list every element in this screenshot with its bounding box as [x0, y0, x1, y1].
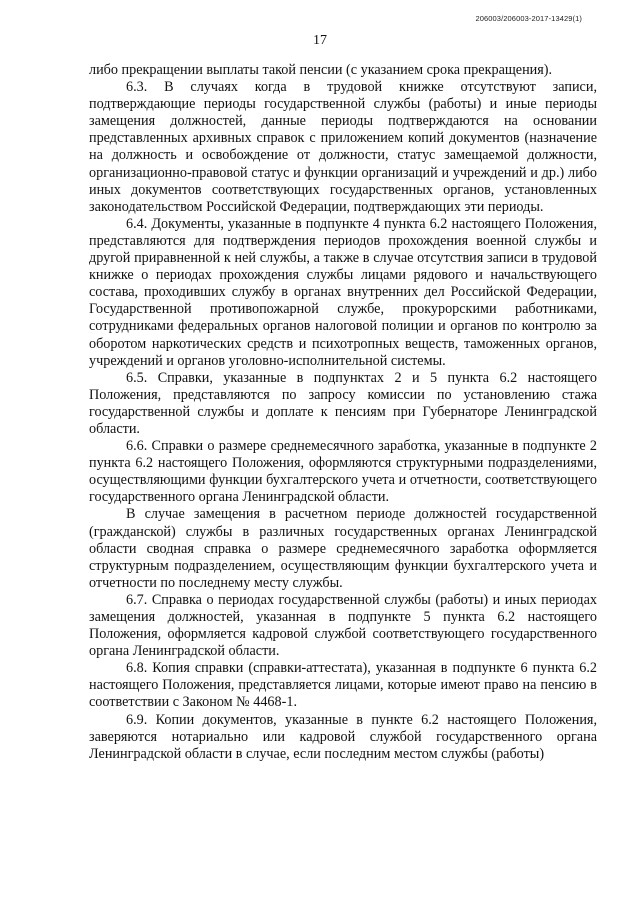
paragraph-continuation: либо прекращении выплаты такой пенсии (с указанием срока прекращения).: [89, 62, 553, 78]
paragraph-6-5: 6.5. Справки, указанные в подпунктах 2 и 5 пункта 6.2 настоящего Положения, представляются по запросу комиссии по установлению стажа государственной службы и доплате к пенсиям при Губернаторе Ленинградской области.: [89, 369, 597, 437]
paragraph-6-4: 6.4. Документы, указанные в подпункте 4 пункта 6.2 настоящего Положения, представляются для подтверждения периодов прохождения военной службы и другой приравненной к ней службы, а также в случае отсутствия записи в трудовой книжке о периодах прохождения службы лицами рядового и начальствующего состава, проходивших службу в органах внутренних дел Российской Федерации, Государственной противопожарной службе, прокурорскими работниками, сотрудниками федеральных органов налоговой полиции и органов по контролю за оборотом наркотических средств и психотропных веществ, таможенных органов, учреждений и органов уголовно-исполнительной системы.: [89, 215, 597, 369]
page-number: 17: [313, 33, 327, 48]
paragraph-6-7: 6.7. Справка о периодах государственной службы (работы) и иных периодах замещения должностей, указанная в подпункте 5 пункта 6.2 настоящего Положения, оформляется кадровой службой соответствующего государственного органа Ленинградской области.: [89, 591, 597, 660]
document-id: 206003/206003-2017-13429(1): [475, 14, 582, 23]
paragraph-6-6: 6.6. Справки о размере среднемесячного заработка, указанные в подпункте 2 пункта 6.2 настоящего Положения, оформляются структурными подразделениями, осуществляющими функции бухгалтерского учета и отчетности, соответствующего государственного органа Ленинградской области.: [89, 438, 597, 506]
paragraph-6-3: 6.3. В случаях когда в трудовой книжке отсутствуют записи, подтверждающие периоды государственной службы (работы) и иные периоды замещения должностей, данные периоды подтверждаются на основании представленных архивных справок с приложением копий документов (назначение на должность и освобождение от должности, статус замещаемой должности, организационно-правовой статус и функции организаций и учреждений и др.) либо иных документов соответствующих государственных органов, установленных законодательством Российской Федерации, подтверждающих эти периоды.: [89, 79, 597, 215]
paragraph-6-6-consolidated: В случае замещения в расчетном периоде должностей государственной (гражданской) службы в различных государственных органах Ленинградской области сводная справка о размере среднемесячного заработка оформляется структурным подразделением, осуществляющим функции бухгалтерского учета и отчетности по последнему месту службы.: [89, 506, 597, 591]
paragraph-6-8: 6.8. Копия справки (справки-аттестата), указанная в подпункте 6 пункта 6.2 настоящего Положения, представляется лицами, которые имеют право на пенсию в соответствии с Законом № 4468-1.: [89, 660, 597, 711]
document-body: [89, 62, 597, 763]
paragraph-6-9: 6.9. Копии документов, указанные в пункте 6.2 настоящего Положения, заверяются нотариально или кадровой службой государственного органа Ленинградской области в случае, если последним местом службы (работы): [89, 711, 597, 762]
